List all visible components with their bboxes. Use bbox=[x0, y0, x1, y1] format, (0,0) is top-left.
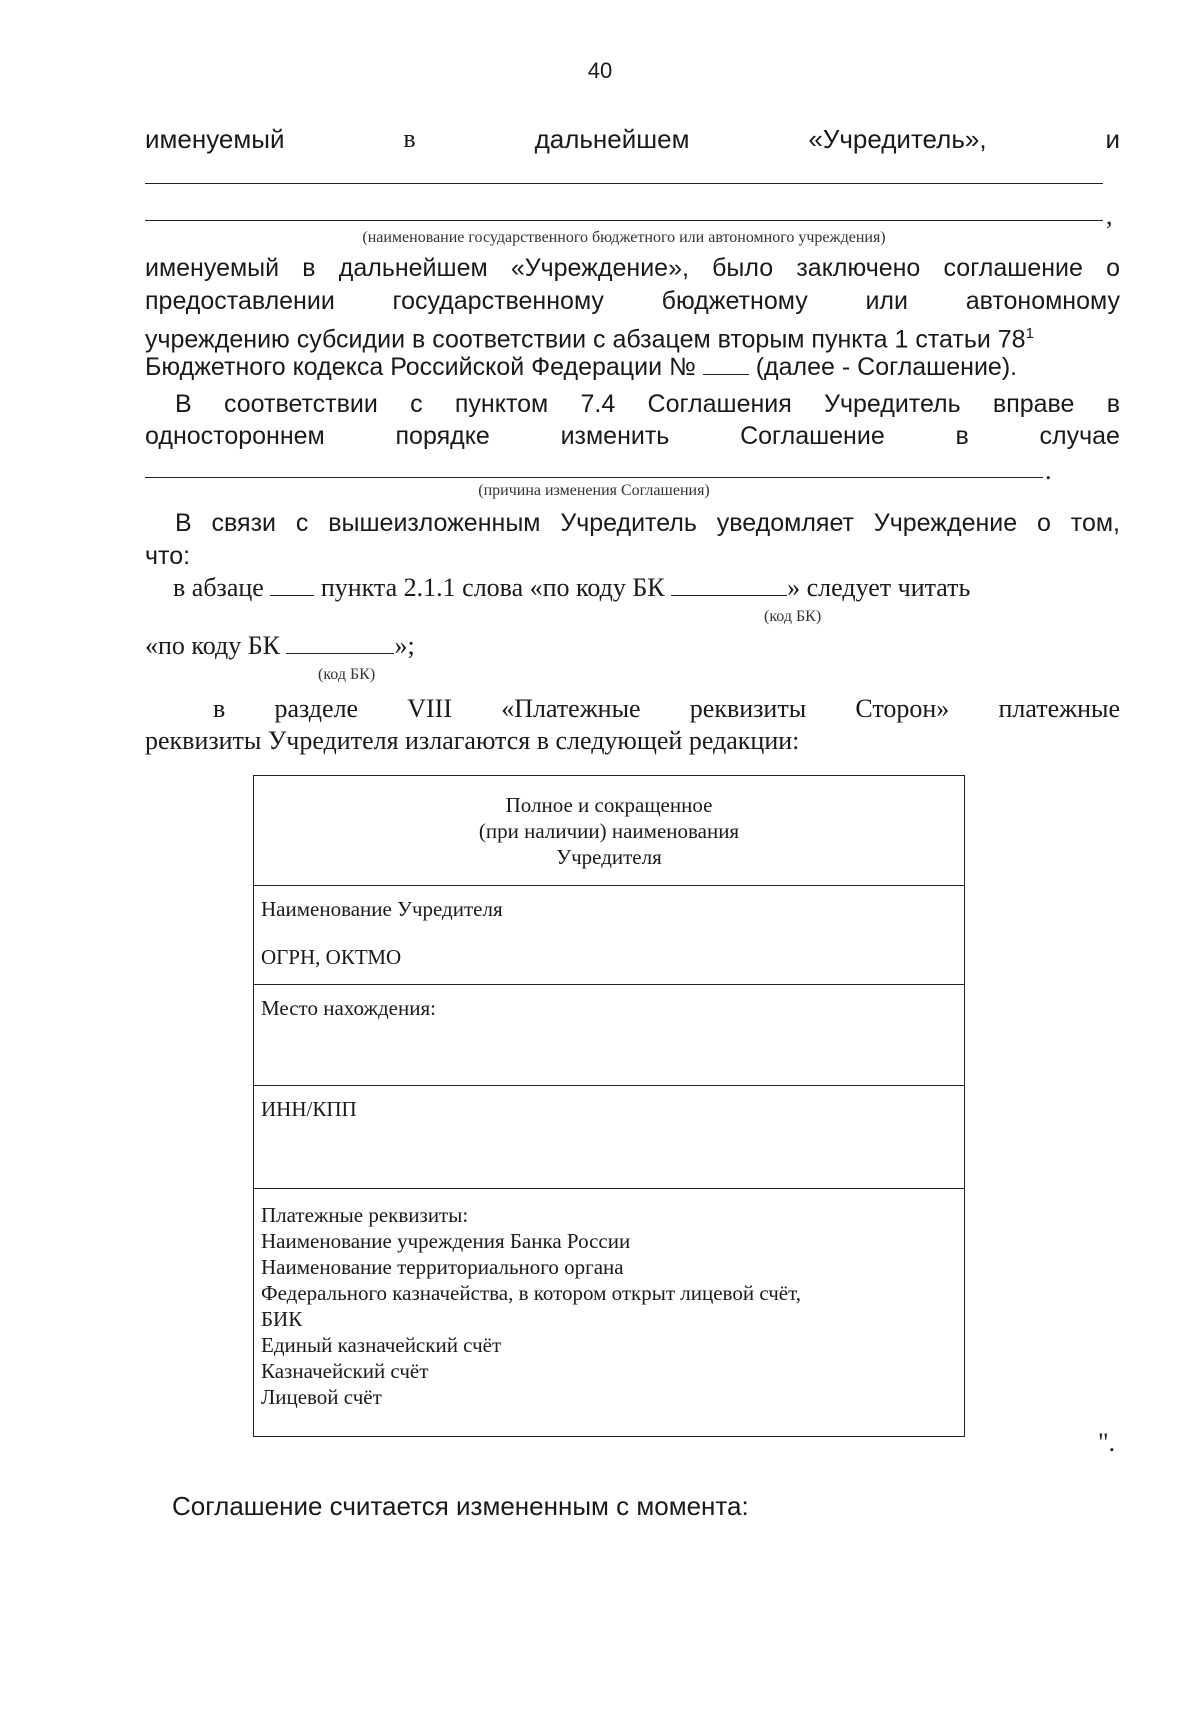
table-row-inn bbox=[254, 1086, 964, 1189]
word: с bbox=[295, 509, 309, 537]
table-header-cell bbox=[254, 776, 964, 886]
word: именуемый bbox=[145, 254, 280, 282]
word: в bbox=[302, 254, 316, 282]
line-founder bbox=[145, 123, 1120, 155]
blank-line bbox=[145, 183, 1103, 184]
word: Учредитель bbox=[560, 509, 697, 537]
word: уведомляет bbox=[716, 509, 854, 537]
ogrn-label: ОГРН, ОКТМО bbox=[261, 945, 402, 969]
para4-line2 bbox=[145, 630, 415, 662]
blank-line bbox=[145, 220, 1103, 221]
word: в bbox=[403, 124, 416, 153]
location-label: Место нахождения: bbox=[261, 996, 436, 1020]
text: в абзаце bbox=[173, 573, 264, 602]
word: «Учредитель», bbox=[808, 124, 987, 154]
comma: , bbox=[1106, 201, 1113, 230]
para3-line1 bbox=[175, 507, 1120, 539]
payment-line: Наименование территориального органа bbox=[261, 1255, 624, 1279]
word: В bbox=[175, 509, 192, 537]
payment-line: Наименование учреждения Банка России bbox=[261, 1229, 631, 1253]
text: (далее - Соглашение). bbox=[755, 353, 1018, 381]
para3-line2: что: bbox=[145, 542, 191, 570]
word: В bbox=[175, 390, 192, 418]
word: платежные bbox=[998, 694, 1120, 723]
word: с bbox=[410, 390, 423, 418]
word: пунктом bbox=[454, 390, 549, 418]
text: Бюджетного кодекса Российской Федерации № bbox=[145, 353, 696, 381]
payment-line: Единый казначейский счёт bbox=[261, 1333, 502, 1357]
para5-line2: реквизиты Учредителя излагаются в следующей редакции: bbox=[145, 726, 800, 755]
payment-line: БИК bbox=[261, 1307, 303, 1331]
word: в bbox=[213, 694, 226, 723]
word: соглашение bbox=[943, 254, 1083, 282]
inn-label: ИНН/КПП bbox=[261, 1097, 357, 1121]
payment-line: Лицевой счёт bbox=[261, 1385, 382, 1409]
word: именуемый bbox=[145, 124, 285, 154]
header-line: Учредителя bbox=[556, 845, 662, 869]
closing-quote: ". bbox=[1098, 1428, 1116, 1457]
word: Соглашения bbox=[647, 390, 792, 418]
para2-line1 bbox=[175, 388, 1120, 420]
word: заключено bbox=[796, 254, 921, 282]
table-row-payment bbox=[254, 1189, 964, 1435]
para1-line1 bbox=[145, 252, 1120, 284]
word: в bbox=[1106, 390, 1120, 418]
word: вышеизложенным bbox=[328, 509, 541, 537]
caption-institution: (наименование государственного бюджетного или автономного учреждения) bbox=[362, 229, 886, 246]
para1-line4 bbox=[145, 351, 1120, 383]
word: разделе bbox=[274, 694, 359, 723]
caption-kod: (код БК) bbox=[764, 608, 822, 625]
word: изменить bbox=[560, 422, 670, 450]
header-line: (при наличии) наименования bbox=[478, 819, 740, 843]
word: и bbox=[1105, 124, 1120, 154]
text: » следует читать bbox=[787, 573, 971, 602]
word: порядке bbox=[395, 422, 490, 450]
number-blank bbox=[703, 352, 749, 375]
text: «по коду БК bbox=[145, 631, 280, 660]
payment-line: Казначейский счёт bbox=[261, 1359, 429, 1383]
header-line: Полное и сокращенное bbox=[505, 793, 713, 817]
table-row-location bbox=[254, 985, 964, 1086]
caption-kod: (код БК) bbox=[318, 666, 376, 683]
word: реквизиты bbox=[689, 694, 807, 723]
para1-line2 bbox=[145, 285, 1120, 317]
table-row-name bbox=[254, 886, 964, 985]
word: VIII bbox=[407, 694, 453, 723]
requisites-table bbox=[253, 775, 965, 1437]
word: дальнейшем bbox=[338, 254, 488, 282]
word: Учредитель bbox=[824, 390, 961, 418]
text: учреждению субсидии в соответствии с абзацем вторым пункта 1 статьи 78 bbox=[145, 325, 1026, 354]
payment-line: Федерального казначейства, в котором открыт лицевой счёт, bbox=[261, 1281, 801, 1305]
page-number: 40 bbox=[587, 58, 613, 83]
blank-line bbox=[145, 477, 1043, 478]
word: «Учреждение», bbox=[510, 254, 689, 282]
word: Соглашение bbox=[740, 422, 885, 450]
text: пункта 2.1.1 слова «по коду БК bbox=[320, 573, 665, 602]
para1-line3 bbox=[145, 318, 1120, 355]
word: было bbox=[712, 254, 774, 282]
word: бюджетному bbox=[661, 287, 808, 315]
word: 7.4 bbox=[580, 390, 616, 418]
word: Сторон» bbox=[855, 694, 950, 723]
word: одностороннем bbox=[145, 422, 325, 450]
final-text: Соглашение считается измененным с момента: bbox=[172, 1491, 749, 1521]
payment-line: Платежные реквизиты: bbox=[261, 1203, 469, 1227]
superscript: 1 bbox=[1025, 325, 1034, 342]
word: о bbox=[1037, 509, 1051, 537]
word: Учреждение bbox=[873, 509, 1018, 537]
name-label: Наименование Учредителя bbox=[261, 897, 503, 921]
paragraph-blank bbox=[270, 573, 314, 596]
text: »; bbox=[394, 631, 415, 660]
code-blank bbox=[286, 631, 394, 654]
para2-line2 bbox=[145, 420, 1120, 452]
word: дальнейшем bbox=[534, 124, 690, 154]
code-blank bbox=[671, 573, 787, 596]
word: автономному bbox=[965, 287, 1120, 315]
word: государственному bbox=[392, 287, 604, 315]
para4-line1 bbox=[173, 572, 1120, 604]
word: случае bbox=[1039, 422, 1120, 450]
word: связи bbox=[211, 509, 277, 537]
word: «Платежные bbox=[501, 694, 641, 723]
period: . bbox=[1045, 456, 1052, 485]
word: соответствии bbox=[223, 390, 378, 418]
word: том, bbox=[1070, 509, 1120, 537]
para5-line1 bbox=[213, 693, 1120, 725]
word: о bbox=[1106, 254, 1120, 282]
word: или bbox=[865, 287, 908, 315]
caption-reason: (причина изменения Соглашения) bbox=[478, 482, 710, 499]
word: в bbox=[955, 422, 969, 450]
word: вправе bbox=[992, 390, 1075, 418]
word: предоставлении bbox=[145, 287, 335, 315]
